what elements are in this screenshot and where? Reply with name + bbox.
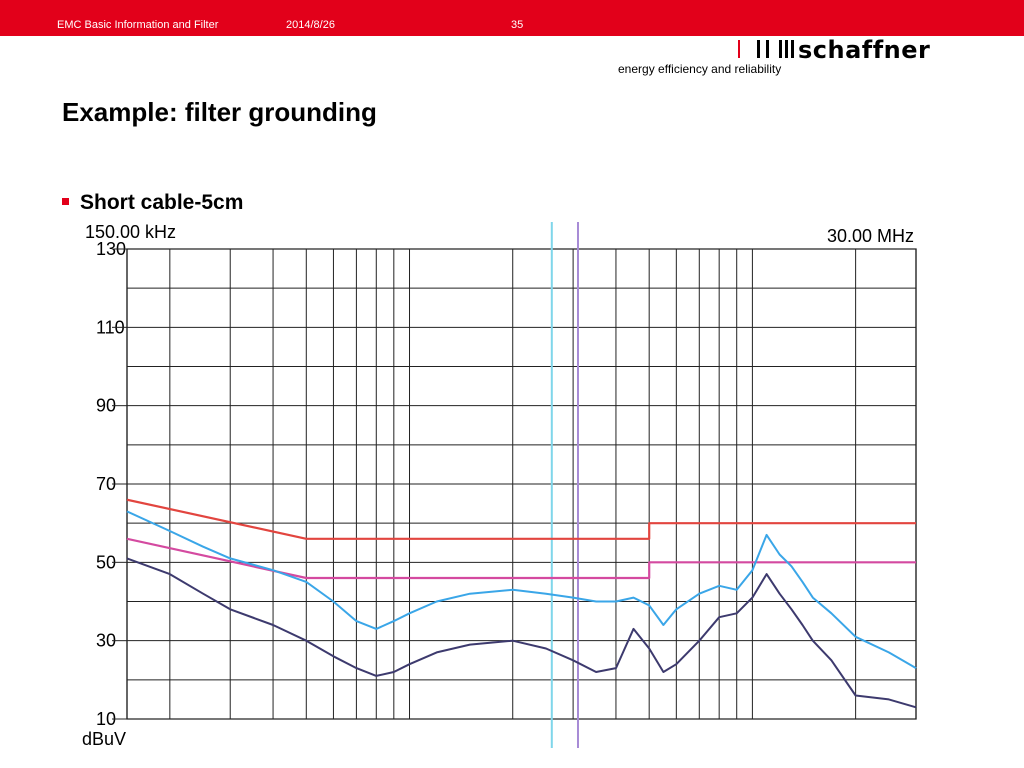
y-tick-label: 90 — [96, 395, 117, 416]
average-measurement-trace — [127, 558, 916, 707]
y-tick-label: 110 — [96, 317, 125, 338]
x-start-label: 150.00 kHz — [85, 222, 177, 242]
slide-date: 2014/8/26 — [286, 19, 335, 31]
chart-grid — [127, 249, 916, 719]
schaffner-logo — [738, 38, 968, 62]
y-axis-label: dBuV — [82, 729, 127, 749]
quasi-peak-limit-line — [127, 500, 916, 539]
page-number: 35 — [511, 19, 524, 31]
y-tick-label: 10 — [96, 709, 117, 729]
y-tick-label: 130 — [96, 239, 127, 259]
peak-measurement-trace — [127, 511, 916, 668]
y-tick-label: 50 — [96, 552, 117, 573]
x-end-label: 30.00 MHz — [826, 226, 914, 246]
logo-tagline: energy efficiency and reliability — [618, 62, 782, 76]
bullet-square-icon — [62, 198, 69, 205]
chart-series — [127, 500, 916, 708]
bullet-text: Short cable-5cm — [80, 191, 244, 214]
y-tick-label: 70 — [96, 474, 117, 494]
y-tick-label: 30 — [96, 630, 117, 651]
header-bar — [0, 0, 1024, 36]
emission-chart — [0, 215, 1024, 768]
chart-labels — [96, 239, 127, 729]
course-title: EMC Basic Information and Filter — [57, 19, 219, 31]
logo-wordmark: schaffner — [798, 38, 931, 62]
slide-title: Example: filter grounding — [62, 97, 377, 127]
average-limit-line — [127, 539, 916, 578]
chart-markers — [552, 222, 578, 748]
